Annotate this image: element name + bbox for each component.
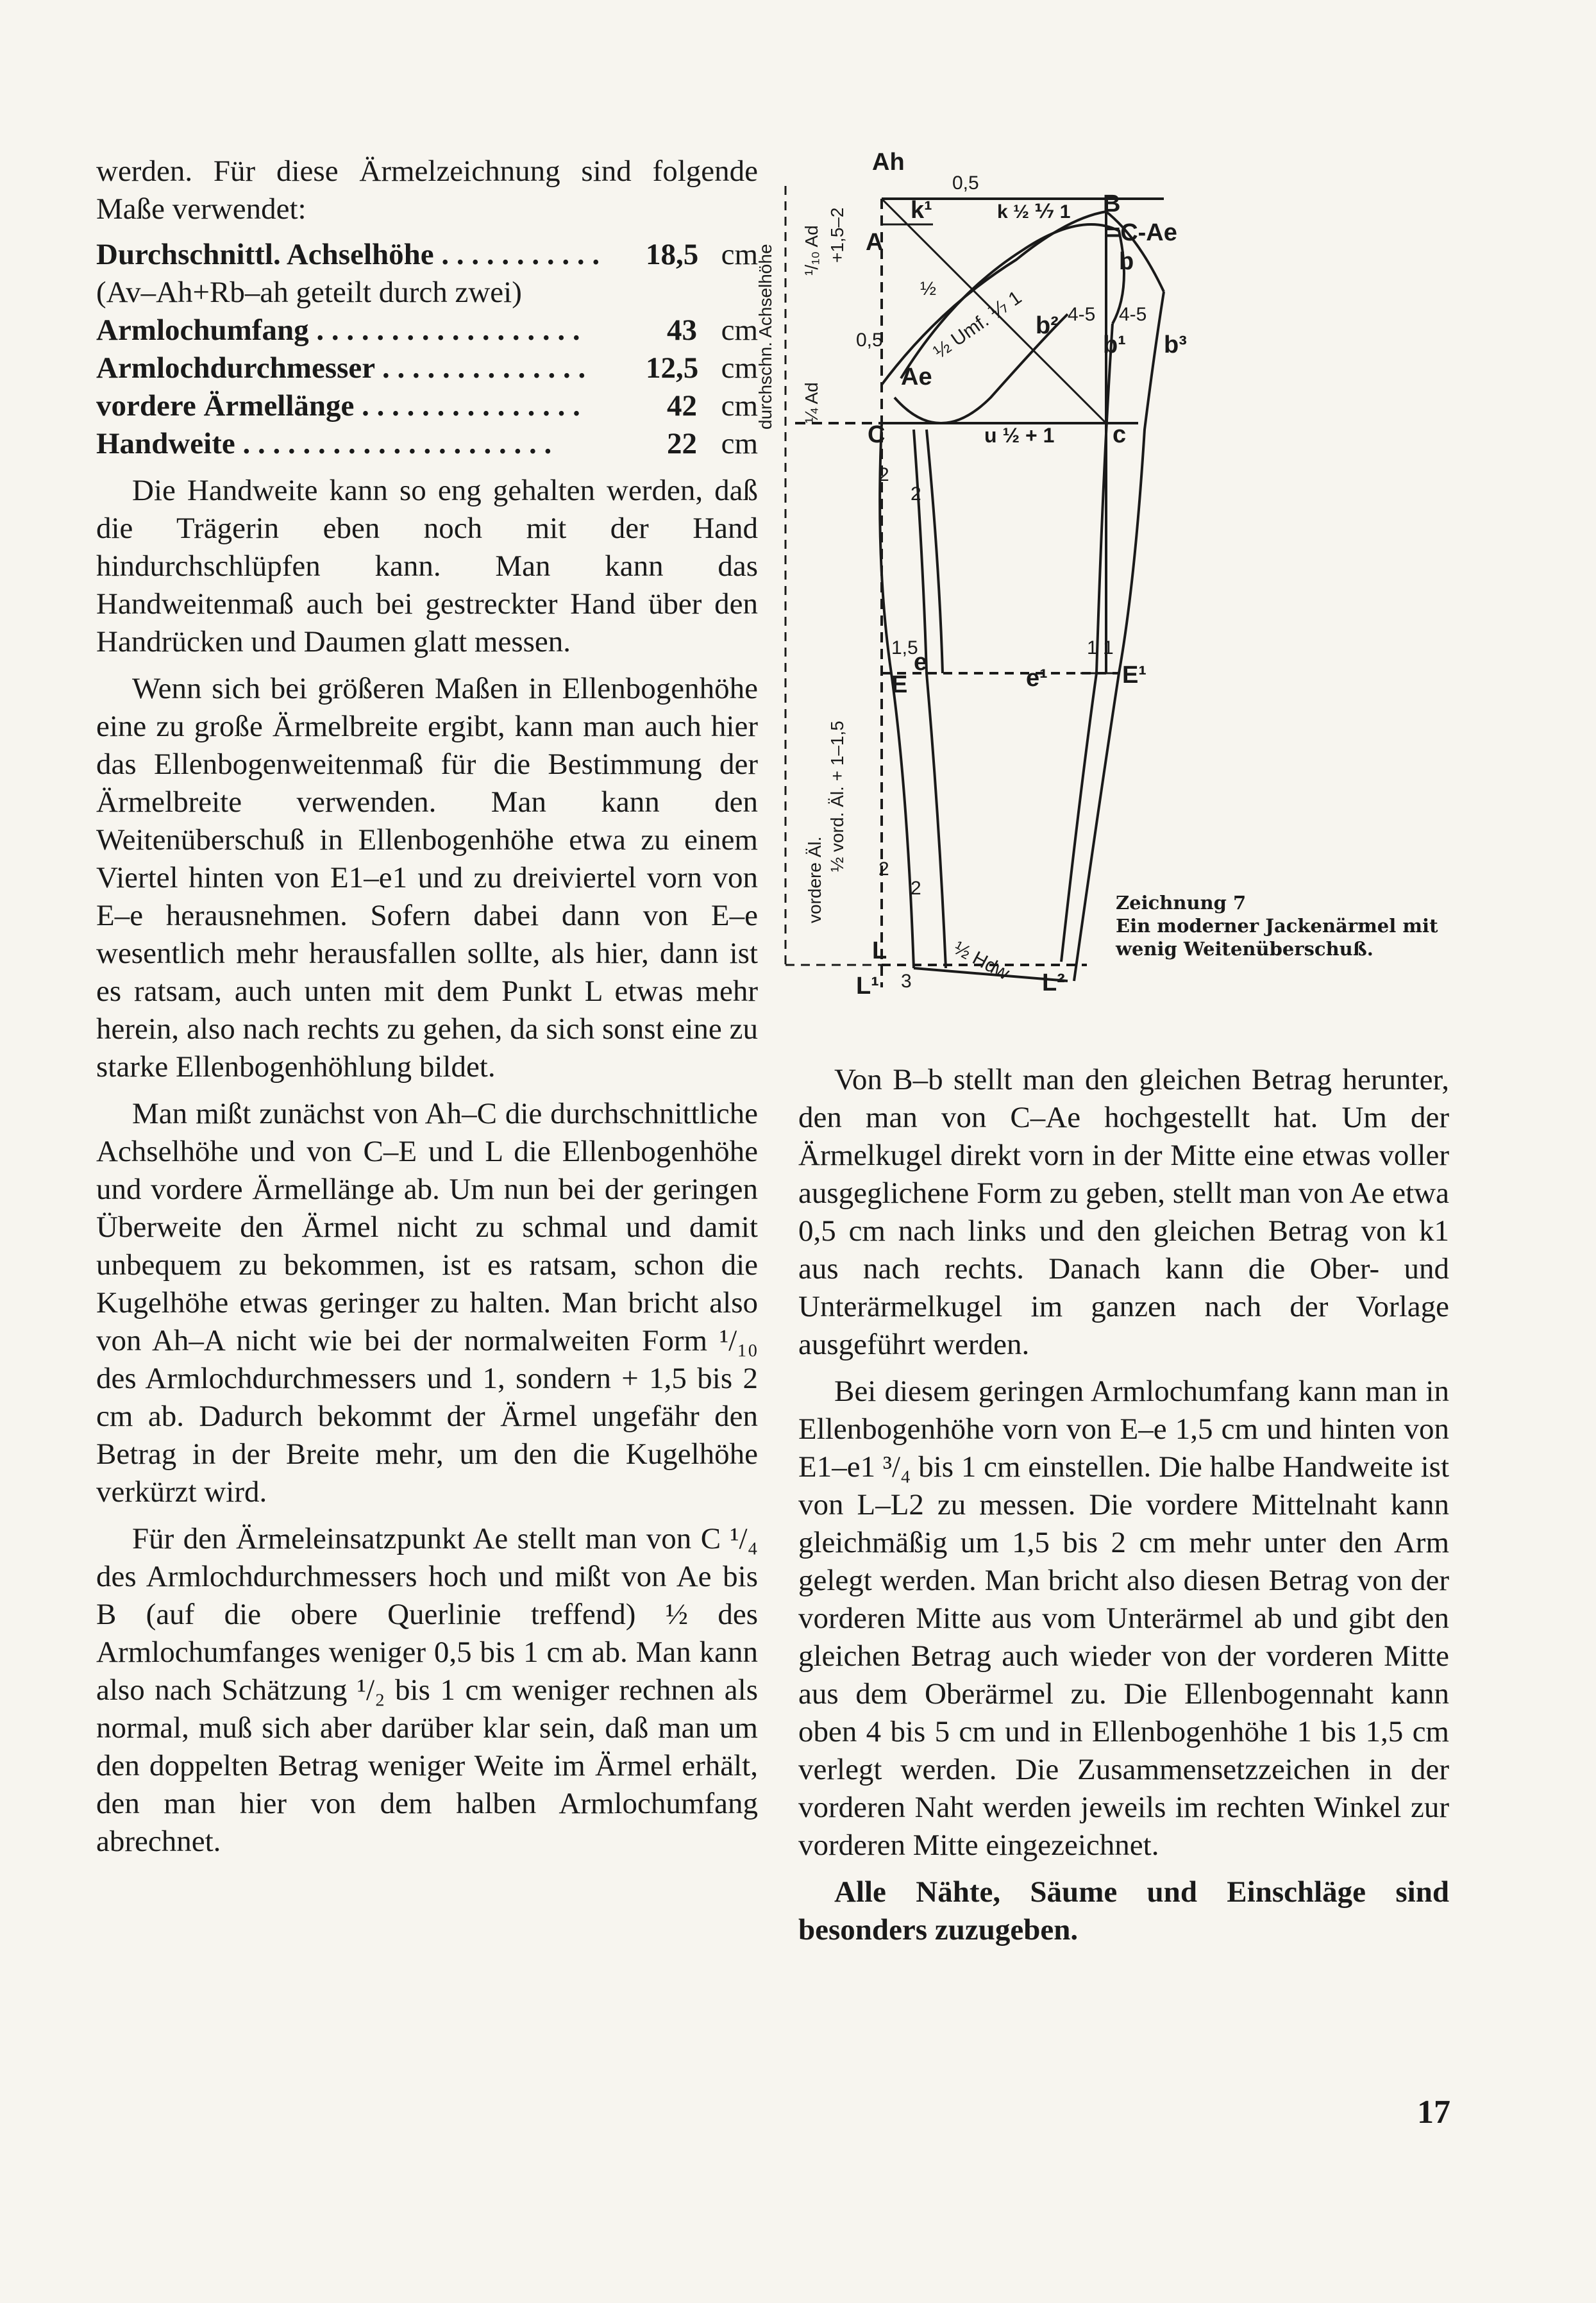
label-half-vord-al: ½ vord. Äl. + 1–1,5 xyxy=(827,721,847,872)
paragraph: Man mißt zunächst von Ah–C die durchschnittliche Achselhöhe und von C–E und L die Ellenbogenhöhe und vordere Ärmellänge ab. Um nun bei der geringen Überweite den Ärmel nicht zu schmal und damit unbequem zu bekommen, ist es ratsam, schon die Kugelhöhe etwas geringer zu halten. Man bricht also von Ah–A nicht wie bei der normalweiten Form ¹/₁₀ des Armlochdurchmessers und 1, sondern + 1,5 bis 2 cm ab. Dadurch bekommt der Ärmel ungefähr den Betrag in der Breite mehr, um den die Kugelhöhe verkürzt wird. xyxy=(96,1097,758,1509)
page-number: 17 xyxy=(1417,2094,1450,2131)
label-1-1: 1 1 xyxy=(1087,637,1114,658)
label-u: u ½ + 1 xyxy=(984,424,1055,447)
label-C-Ae: =C-Ae xyxy=(1106,219,1177,246)
label-Ae: Ae xyxy=(901,364,932,390)
label-2-a: 2 xyxy=(878,464,889,485)
label-half: ½ xyxy=(920,278,937,299)
measurements-table xyxy=(96,236,758,463)
label-tenth-ad: ¹/₁₀ Ad xyxy=(802,225,821,276)
closing-note: Alle Nähte, Säume und Einschläge sind besonders zuzugeben. xyxy=(798,1875,1449,1947)
label-2-b: 2 xyxy=(911,483,921,505)
right-column xyxy=(798,1061,1449,1949)
label-b2: b² xyxy=(1036,312,1059,339)
label-1-5: 1,5 xyxy=(891,637,918,658)
label-0-5-left: 0,5 xyxy=(856,330,883,351)
label-k-formula: k ½ ⅐ 1 xyxy=(997,201,1071,222)
label-half-umf: ½ Umf. ⅐ 1 xyxy=(930,287,1026,363)
paragraph: Bei diesem geringen Armlochumfang kann man in Ellenbogenhöhe vorn von E–e 1,5 cm und hinten von E1–e1 ³/₄ bis 1 cm einstellen. Die halbe Handweite ist von L–L2 zu messen. Die vordere Mittelnaht kann gleichmäßig um 1,5 bis 2 cm mehr unter den Arm gelegt werden. Man bricht also diesen Betrag von der vorderen Mitte aus vom Unterärmel ab und gibt den gleichen Betrag auch wieder von der vorderen Mitte aus dem Oberärmel zu. Die Ellenbogennaht kann oben 4 bis 5 cm und in Ellenbogenhöhe 1 bis 1,5 cm verlegt werden. Die Zusammensetzzeichen in der vorderen Naht werden jeweils im rechten Winkel zur vorderen Mitte eingezeichnet. xyxy=(798,1375,1449,1862)
caption-title: Zeichnung 7 xyxy=(1116,892,1247,914)
label-4-5-b: 4-5 xyxy=(1119,304,1147,325)
paragraph: Wenn sich bei größeren Maßen in Ellenbogenhöhe eine zu große Ärmelbreite ergibt, kann man auch hier das Ellenbogenweitenmaß für die Bestimmung der Ärmelbreite verwenden. Man kann den Weitenüberschuß in Ellenbogenhöhe etwa zu einem Viertel hinten von E1–e1 und zu dreiviertel vorn von E–e herausnehmen. Sofern dabei dann von E–e wesentlich mehr herausfallen sollte, als hier, dann ist es ratsam, auch unten mit dem Punkt L etwas mehr herein, also nach rechts zu gehen, da sich sonst eine zu starke Ellenbogenhöhlung bildet. xyxy=(96,672,758,1084)
intro-paragraph: werden. Für diese Ärmelzeichnung sind folgende Maße verwendet: xyxy=(96,155,758,226)
label-C: C xyxy=(868,421,886,448)
label-e: e xyxy=(914,649,928,676)
label-plus-1-5-2: +1,5–2 xyxy=(827,207,847,263)
label-L1: L¹ xyxy=(856,973,879,1000)
label-E1: E¹ xyxy=(1122,662,1147,689)
measurement-row: Armlochdurchmesser . . . . . . . . . . . . . . 12,5 cm xyxy=(96,351,758,385)
label-L2: L² xyxy=(1042,969,1065,996)
label-b3: b³ xyxy=(1164,331,1187,358)
label-e1: e¹ xyxy=(1026,665,1048,692)
label-4-5-a: 4-5 xyxy=(1068,304,1096,325)
label-b: b xyxy=(1119,248,1134,275)
label-vordere-al: vordere Äl. xyxy=(805,836,825,923)
label-c: c xyxy=(1113,421,1127,448)
label-B: B xyxy=(1103,190,1121,217)
label-2-c: 2 xyxy=(878,858,889,880)
measurement-row: vordere Ärmellänge . . . . . . . . . . . . . . . 42 cm xyxy=(96,389,758,423)
label-Ah: Ah xyxy=(872,149,905,176)
label-half-hdw: ½ Hdw xyxy=(950,937,1013,985)
label-E: E xyxy=(891,671,908,698)
paragraph: Die Handweite kann so eng gehalten werden, daß die Trägerin eben noch mit der Hand hindurchschlüpfen kann. Man kann das Handweitenmaß auch bei gestreckter Hand über den Handrücken und Daumen glatt messen. xyxy=(96,474,758,658)
figure-caption xyxy=(1116,891,1462,960)
label-0-5-top: 0,5 xyxy=(952,172,979,194)
label-durchschn-achselhoehe: durchschn. Achselhöhe xyxy=(755,244,775,430)
measurement-note: (Av–Ah+Rb–ah geteilt durch zwei) xyxy=(96,276,522,309)
measurement-row: Armlochumfang . . . . . . . . . . . . . . . . . . 43 cm xyxy=(96,314,758,347)
label-L: L xyxy=(872,937,887,964)
left-column xyxy=(96,153,758,1861)
label-k1: k¹ xyxy=(911,197,932,224)
measurement-row: Durchschnittl. Achselhöhe . . . . . . . . . . . 18,5 cm xyxy=(96,238,758,271)
paragraph: Für den Ärmeleinsatzpunkt Ae stellt man von C ¹/₄ des Armlochdurchmessers hoch und mißt von Ae bis B (auf die obere Querlinie treffend) ½ des Armlochumfanges weniger 0,5 bis 1 cm ab. Man kann also nach Schätzung ¹/₂ bis 1 cm weniger rechnen als normal, muß sich aber darüber klar sein, daß man um den doppelten Betrag weniger Weite im Ärmel erhält, den man hier von dem halben Armlochumfang abrechnet. xyxy=(96,1522,758,1858)
label-A: A xyxy=(866,229,884,256)
paragraph: Von B–b stellt man den gleichen Betrag herunter, den man von C–Ae hochgestellt hat. Um der Ärmelkugel direkt vorn in der Mitte eine etwas voller ausgeglichene Form zu geben, stellt man von Ae etwa 0,5 cm nach links und den gleichen Betrag von k1 aus nach rechts. Danach kann die Ober- und Unterärmelkugel im ganzen nach der Vorlage ausgeführt werden. xyxy=(798,1063,1449,1361)
measurement-row: Handweite . . . . . . . . . . . . . . . . . . . . . 22 cm xyxy=(96,427,758,460)
label-3: 3 xyxy=(901,971,912,992)
label-b1: b¹ xyxy=(1103,331,1126,358)
caption-text: Ein moderner Jackenärmel mit wenig Weitenüberschuß. xyxy=(1116,915,1438,960)
label-quarter-ad: ¼ Ad xyxy=(802,382,821,423)
label-2-d: 2 xyxy=(911,878,921,899)
